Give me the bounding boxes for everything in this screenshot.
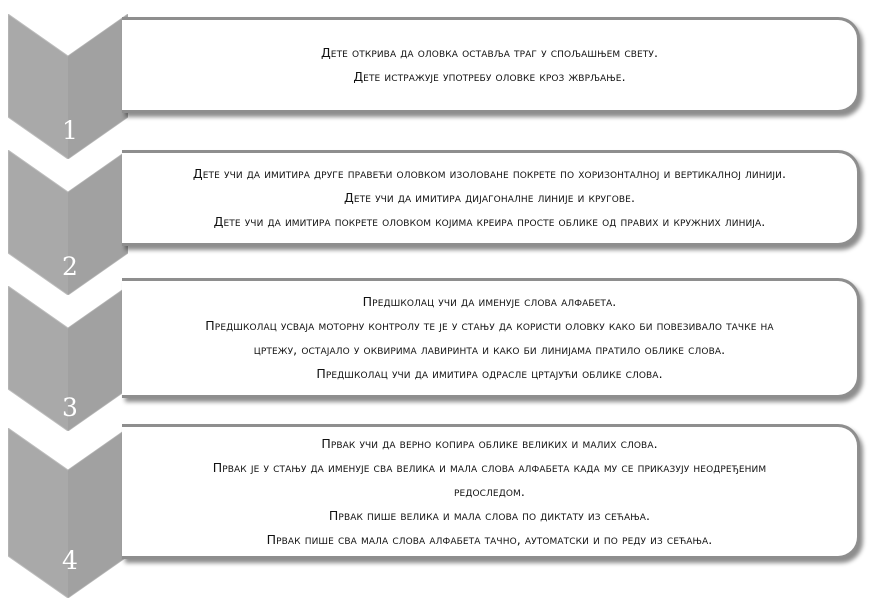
step-4-line-3: редоследом. [454, 483, 525, 499]
step-4-line-4: Првак пише велика и мала слова по диктату из сећања. [328, 507, 651, 523]
step-4-card [122, 424, 860, 559]
step-4-number: 4 [62, 546, 78, 575]
step-1-line-2: Дете истражује употребу оловке кроз жврљање. [353, 69, 626, 84]
step-3-number: 3 [62, 393, 78, 422]
step-2-line-1: Дете учи да имитира друге правећи оловком изоловане покрете по хоризонталној и вертикалној линији. [192, 166, 787, 181]
step-3-line-4: Предшколац учи да имитира одрасле цртајући облике слова. [316, 366, 663, 381]
step-3-card [122, 278, 860, 398]
step-2-line-2: Дете учи да имитира дијагоналне линије и кругове. [343, 190, 636, 205]
step-2-card [122, 150, 860, 246]
step-1-number: 1 [62, 116, 78, 145]
step-4-line-2: Првак је у стању да именује сва велика и мала слова алфабета када му се приказују неодређеним [212, 459, 767, 475]
step-4-line-1: Првак учи да верно копира облике великих и малих слова. [321, 435, 658, 451]
step-3-line-2: Предшколац усваја моторну контролу те је у стању да користи оловку како би повезивало тачке на [205, 318, 774, 333]
step-2-line-3: Дете учи да имитира покрете оловком којима креира просте облике од правих и кружних линија. [213, 214, 766, 229]
step-4-line-5: Првак пише сва мала слова алфабета тачно, аутоматски и по реду из сећања. [266, 531, 713, 547]
step-3-line-3: цртежу, остајало у оквирима лавиринта и како би линијама пратило облике слова. [253, 342, 726, 357]
step-3-line-1: Предшколац учи да именује слова алфабета. [362, 294, 617, 309]
step-1-card [122, 17, 860, 113]
step-1-line-1: Дете открива да оловка оставља траг у спољашњем свету. [320, 45, 659, 60]
step-2-number: 2 [62, 252, 78, 281]
